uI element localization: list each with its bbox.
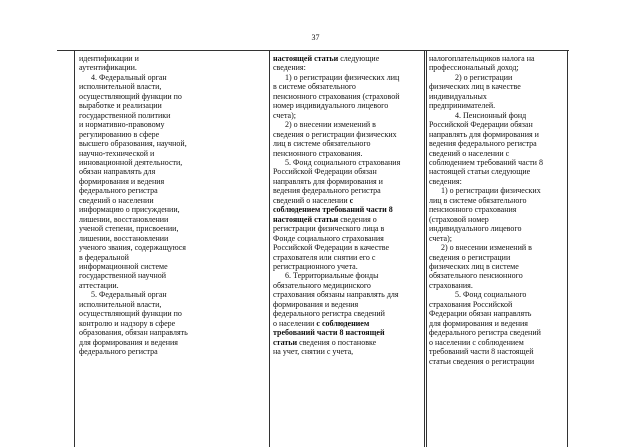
text-line: идентификации и bbox=[79, 54, 139, 63]
text-line: 1) о регистрации физических bbox=[441, 186, 541, 196]
text-line: регистрации физического лица в bbox=[273, 224, 385, 234]
text-line: ведения федерального регистра bbox=[429, 139, 537, 149]
text-line: осуществляющий функции по bbox=[79, 309, 182, 319]
text-line: ученого звания, содержащуюся bbox=[79, 243, 186, 253]
text-line: пенсионного страхования bbox=[429, 205, 517, 215]
text-line: лишении, восстановлении bbox=[79, 233, 169, 243]
text-line: сведения: bbox=[429, 176, 462, 186]
bold-text: с соблюдением bbox=[316, 318, 370, 328]
text-line: аттестации. bbox=[79, 280, 119, 290]
text-line: 1) о регистрации физических лиц bbox=[285, 72, 400, 82]
page-number: 37 bbox=[311, 33, 320, 42]
text-line: счета); bbox=[429, 233, 452, 243]
text-line: Российской Федерации обязан bbox=[429, 120, 533, 130]
text-line: формирования и ведения bbox=[273, 299, 359, 309]
text-line: налогоплательщиков налога на bbox=[429, 54, 535, 63]
text-line: пенсионного страхования (страховой bbox=[273, 91, 400, 101]
text-line: контролю и надзору в сфере bbox=[79, 318, 176, 328]
text-line: Российской Федерации обязан bbox=[273, 167, 377, 177]
text-line: требований части 8 настоящей bbox=[429, 347, 534, 357]
text-line: государственной научной bbox=[79, 271, 167, 281]
text-line: индивидуального лицевого bbox=[429, 224, 522, 234]
text-line: исполнительной власти, bbox=[79, 299, 162, 309]
text-line: в федеральной bbox=[79, 252, 129, 262]
text-line: сведений о населении с bbox=[429, 148, 510, 158]
text-line: ученой степени, присвоении, bbox=[79, 224, 179, 234]
text-line: федерального регистра bbox=[79, 347, 158, 357]
text-line: ведения федерального регистра bbox=[273, 186, 381, 196]
comparison-table bbox=[57, 50, 569, 447]
column-proposed-text bbox=[273, 54, 421, 447]
bold-text: настоящей статьи bbox=[273, 54, 339, 63]
text-line: высшего образования, научной, bbox=[79, 139, 187, 149]
text-line: статьи сведения о постановке bbox=[273, 337, 377, 347]
table-border bbox=[74, 51, 75, 447]
text-line: обязан направлять для bbox=[79, 167, 156, 177]
text-line: в системе обязательного bbox=[273, 82, 356, 92]
text-line: направлять для формирования и bbox=[273, 176, 383, 186]
text-line: счета); bbox=[273, 110, 296, 120]
text-line: сведений о населении с bbox=[273, 195, 354, 205]
text-line: соблюдением требований части 8 bbox=[273, 205, 393, 215]
text-line: требований части 8 настоящей bbox=[273, 328, 385, 338]
text-line: на учет, снятии с учета, bbox=[273, 347, 354, 357]
text-line: соблюдением требований части 8 bbox=[429, 157, 543, 167]
text-line: о населении с соблюдением bbox=[273, 318, 370, 328]
text-line: 4. Пенсионный фонд bbox=[455, 110, 527, 120]
text-line: 2) о внесении изменений в bbox=[441, 243, 532, 253]
text-line: сведений о населении bbox=[79, 195, 154, 205]
text-line: федерального регистра сведений bbox=[273, 309, 385, 319]
text-line: страхования. bbox=[429, 280, 473, 290]
text-line: для формирования и ведения bbox=[79, 337, 178, 347]
text-line: (страховой номер bbox=[429, 214, 489, 224]
table-border bbox=[567, 51, 568, 447]
text-line: информационной системе bbox=[79, 261, 168, 271]
text-line: номер индивидуального лицевого bbox=[273, 101, 389, 111]
text-line: регистрационного учета. bbox=[273, 261, 358, 271]
column-adopted-text bbox=[429, 54, 565, 447]
text-line: формирования и ведения bbox=[79, 176, 165, 186]
bold-text: с bbox=[349, 195, 354, 205]
text-line: государственной политики bbox=[79, 110, 171, 120]
text-line: для формирования и ведения bbox=[429, 318, 528, 328]
table-border bbox=[269, 51, 270, 447]
text-line: лиц в системе обязательного bbox=[429, 195, 527, 205]
text-line: 5. Федеральный орган bbox=[91, 290, 167, 300]
text-line: выработке и реализации bbox=[79, 101, 162, 111]
text-line: осуществляющий функции по bbox=[79, 91, 182, 101]
text-line: сведения: bbox=[273, 63, 306, 73]
text-line: направлять для формирования и bbox=[429, 129, 539, 139]
text-line: лишении, восстановлении bbox=[79, 214, 169, 224]
text-line: 5. Фонд социального страхования bbox=[285, 157, 401, 167]
text-line: индивидуальных bbox=[429, 91, 487, 101]
text-line: профессиональный доход; bbox=[429, 63, 519, 73]
text-line: настоящей статьи следующие bbox=[273, 54, 380, 63]
text-line: сведения о регистрации bbox=[429, 252, 511, 262]
text-line: федерального регистра bbox=[79, 186, 158, 196]
bold-text: настоящей статьи bbox=[273, 214, 339, 224]
text-line: сведения о регистрации физических bbox=[273, 129, 397, 139]
text-line: аутентификации. bbox=[79, 63, 137, 73]
text-line: лиц в системе обязательного bbox=[273, 139, 371, 149]
text-line: настоящей статьи сведения о bbox=[273, 214, 377, 224]
column-current-text bbox=[79, 54, 212, 447]
text-line: настоящей статьи следующие bbox=[429, 167, 531, 177]
table-border bbox=[424, 51, 427, 447]
text-line: Российской Федерации в качестве bbox=[273, 243, 390, 253]
text-line: регулированию в сфере bbox=[79, 129, 160, 139]
text-line: инновационной деятельности, bbox=[79, 157, 183, 167]
text-line: статьи сведения о регистрации bbox=[429, 356, 535, 366]
text-line: 5. Фонд социального bbox=[455, 290, 527, 300]
text-line: и нормативно-правовому bbox=[79, 120, 165, 130]
text-line: федерального регистра сведений bbox=[429, 328, 541, 338]
text-line: пенсионного страхования. bbox=[273, 148, 363, 158]
text-line: страхования Российской bbox=[429, 299, 513, 309]
text-line: Фонде социального страхования bbox=[273, 233, 384, 243]
text-line: образования, обязан направлять bbox=[79, 328, 188, 338]
text-line: 6. Территориальные фонды bbox=[285, 271, 379, 281]
text-line: 2) о внесении изменений в bbox=[285, 120, 376, 130]
text-line: физических лиц в качестве bbox=[429, 82, 521, 92]
text-line: информацию о присуждении, bbox=[79, 205, 180, 215]
text-line: физических лиц в системе bbox=[429, 261, 519, 271]
text-line: о населении с соблюдением bbox=[429, 337, 524, 347]
text-line: обязательного пенсионного bbox=[429, 271, 523, 281]
text-line: страхования обязаны направлять для bbox=[273, 290, 399, 300]
text-line: научно-технической и bbox=[79, 148, 155, 158]
text-line: страхователя или снятии его с bbox=[273, 252, 376, 262]
text-line: Федерации обязан направлять bbox=[429, 309, 532, 319]
bold-text: статьи bbox=[273, 337, 298, 347]
text-line: 2) о регистрации bbox=[455, 72, 513, 82]
text-line: обязательного медицинского bbox=[273, 280, 371, 290]
text-line: 4. Федеральный орган bbox=[91, 72, 167, 82]
text-line: предпринимателей. bbox=[429, 101, 496, 111]
text-line: исполнительной власти, bbox=[79, 82, 162, 92]
